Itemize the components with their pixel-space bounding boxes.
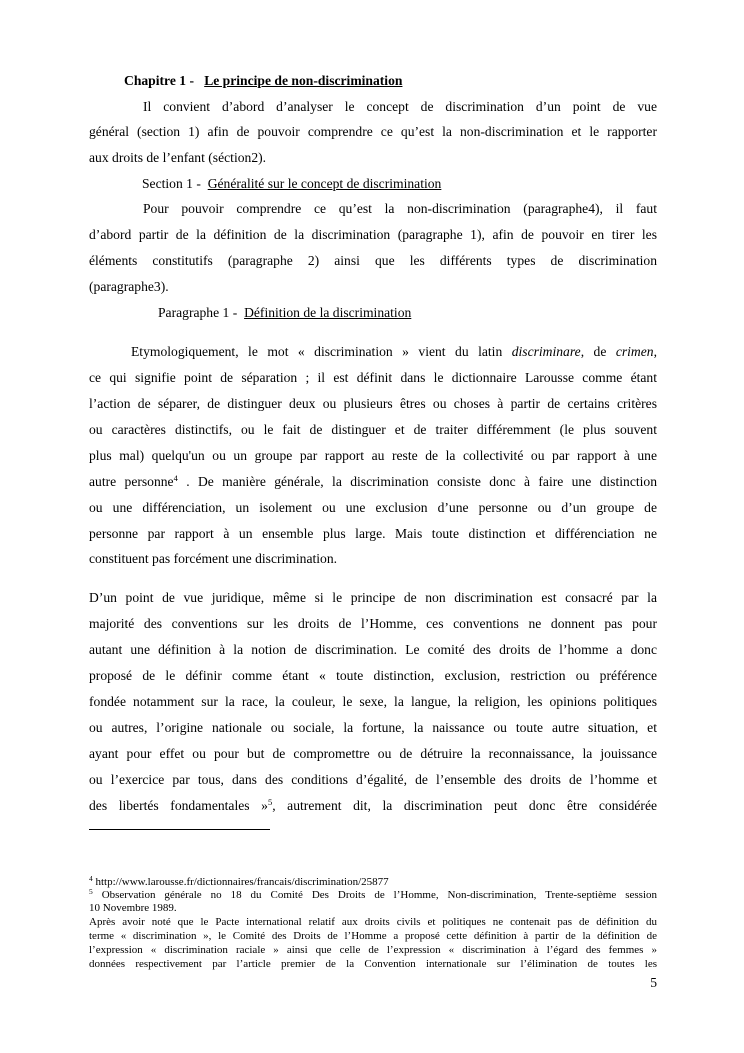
body1-line: plus mal) quelqu'un ou un groupe par rapport au reste de la collectivité ou par rapport à une bbox=[89, 448, 657, 463]
body1-line: Etymologiquement, le mot « discrimination » vient du latin discriminare, de crimen, bbox=[131, 344, 657, 359]
paragraph-title: Définition de la discrimination bbox=[244, 305, 412, 320]
footnote-line: terme « discrimination », le Comité des Droits de l’Homme a proposé cette définition à partir de la définition de bbox=[89, 930, 657, 942]
chapter-title: Le principe de non-discrimination bbox=[204, 73, 403, 88]
footnote-line: données respectivement par l’article premier de la Convention internationale sur l’élimination de toutes les bbox=[89, 958, 657, 970]
section-heading bbox=[142, 176, 441, 192]
footnote-ref: 4 bbox=[173, 473, 178, 483]
body1-line: l’action de séparer, de distinguer deux ou plusieurs êtres ou choses à partir de certains critères bbox=[89, 396, 657, 411]
intro-line: aux droits de l’enfant (séction2). bbox=[89, 150, 267, 165]
body2-line: fondée notamment sur la race, la couleur, le sexe, la langue, la religion, les opinions politiques bbox=[89, 694, 657, 709]
body1-line: ce qui signifie point de séparation ; il est définit dans le dictionnaire Larousse comme étant bbox=[89, 370, 657, 385]
body2-line: ayant pour effet ou pour but de compromettre ou de détruire la reconnaissance, la jouissance bbox=[89, 746, 657, 761]
chapter-label: Chapitre 1 - bbox=[124, 73, 194, 88]
section-intro-line: (paragraphe3). bbox=[89, 279, 169, 294]
footnote-link[interactable]: http://www.larousse.fr/dictionnaires/francais/discrimination/25877 bbox=[92, 876, 389, 888]
intro-line: Il convient d’abord d’analyser le concept de discrimination d’un point de vue bbox=[143, 99, 657, 114]
section-title: Généralité sur le concept de discrimination bbox=[207, 176, 442, 191]
body1-line: ou caractères distinctifs, ou le fait de distinguer et de traiter différemment (le plus souvent bbox=[89, 422, 657, 437]
body2-line: autant une définition à la notion de discrimination. Le comité des droits de l’homme a donc bbox=[89, 642, 657, 657]
body1-line: personne par rapport à un ensemble plus large. Mais toute distinction et différenciation ne bbox=[89, 526, 657, 541]
body2-line: proposé de le définir comme étant « toute distinction, exclusion, restriction ou préférence bbox=[89, 668, 657, 683]
section-label: Section 1 - bbox=[142, 176, 201, 191]
body2-line: ou l’exercice par tous, dans des conditions d’égalité, de l’ensemble des droits de l’homme et bbox=[89, 772, 657, 787]
footnote-line: l’expression « discrimination raciale » ainsi que celle de l’expression « discrimination à l’égard des femmes » bbox=[89, 944, 657, 956]
body1-line: constituent pas forcément une discrimination. bbox=[89, 551, 338, 566]
footnote-line: 10 Novembre 1989. bbox=[89, 902, 177, 914]
paragraph-label: Paragraphe 1 - bbox=[158, 305, 238, 320]
paragraph-heading bbox=[158, 305, 411, 321]
footnote-ref: 5 bbox=[267, 797, 273, 807]
page-number: 5 bbox=[650, 975, 657, 990]
section-intro-line: d’abord partir de la définition de la discrimination (paragraphe 1), afin de pouvoir en tirer les bbox=[89, 227, 657, 242]
footnote-line: Après avoir noté que le Pacte international relatif aux droits civils et politiques ne contenait pas de définition du bbox=[89, 916, 657, 928]
footnote-4: $^4$ http://www.larousse.fr/dictionnaires/francais/discrimination/25877 bbox=[89, 874, 389, 888]
body2-line: majorité des conventions sur les droits de l’Homme, ces conventions ne donnent pas pour bbox=[89, 616, 657, 631]
body1-line: autre personne$^4$ . De manière générale, la discrimination consiste donc à faire une distinction bbox=[89, 473, 657, 489]
body1-line: ou une différenciation, un isolement ou une exclusion d’une personne ou d’un groupe de bbox=[89, 500, 657, 515]
body2-line: ou autres, l’origine nationale ou sociale, la fortune, la naissance ou toute autre situation, et bbox=[89, 720, 657, 735]
footnote-5: $^5$ Observation générale no 18 du Comité Des Droits de l’Homme, Non-discrimination, Trente-septième session bbox=[89, 887, 657, 901]
chapter-heading bbox=[124, 73, 402, 89]
intro-line: général (section 1) afin de pouvoir comprendre ce qu’est la non-discrimination et le rapporter bbox=[89, 124, 657, 139]
section-intro-line: éléments constitutifs (paragraphe 2) ainsi que les différents types de discrimination bbox=[89, 253, 657, 268]
section-intro-line: Pour pouvoir comprendre ce qu’est la non-discrimination (paragraphe4), il faut bbox=[143, 201, 657, 216]
body2-line: D’un point de vue juridique, même si le principe de non discrimination est consacré par la bbox=[89, 590, 657, 605]
footnote-separator bbox=[89, 829, 270, 830]
body2-line: des libertés fondamentales »$^5$, autrement dit, la discrimination peut donc être considérée bbox=[89, 797, 658, 813]
